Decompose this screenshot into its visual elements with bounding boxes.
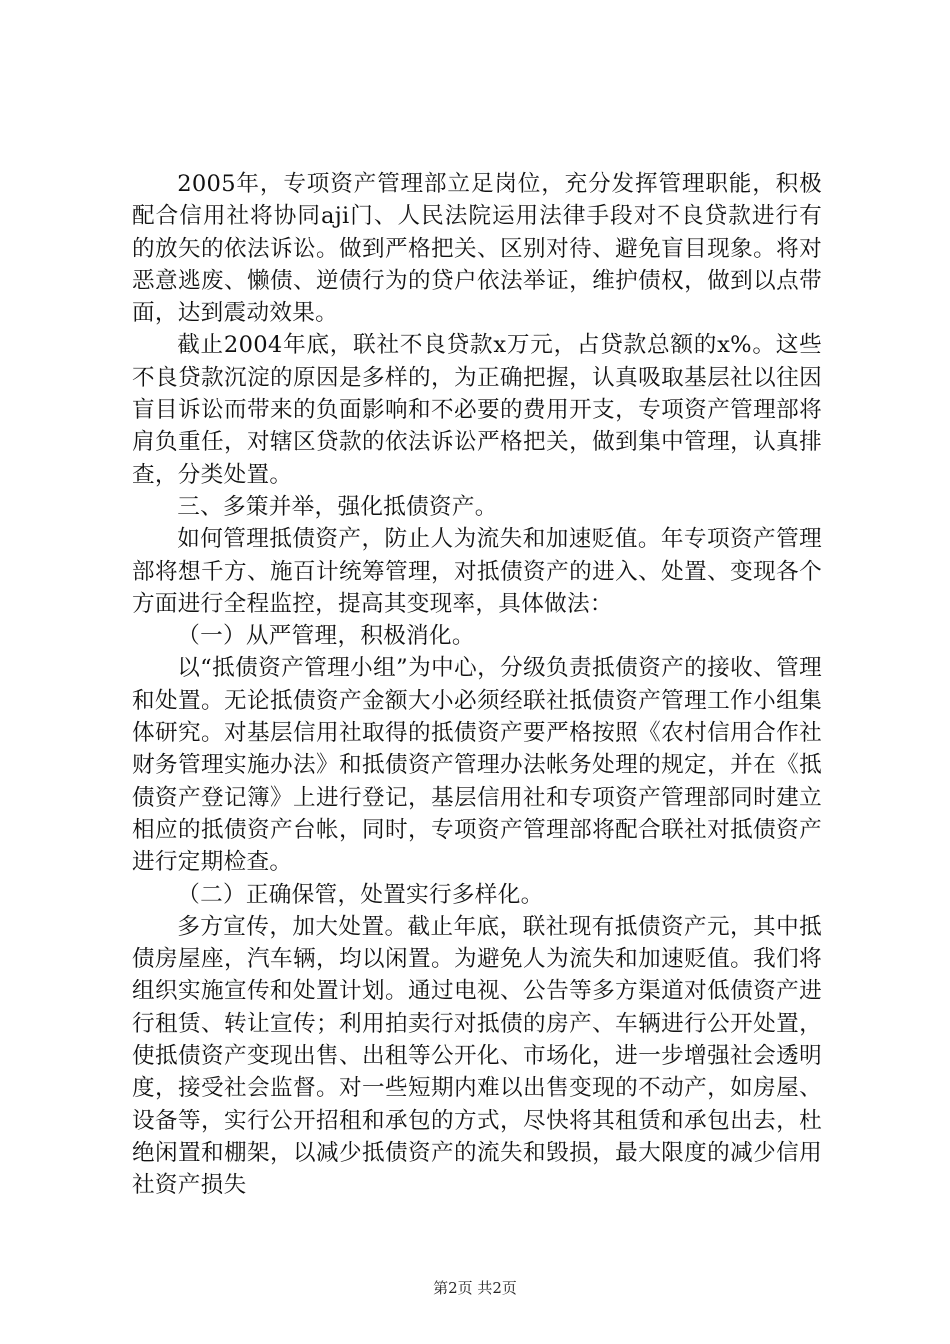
paragraph-disposal: 多方宣传，加大处置。截止年底，联社现有抵债资产元，其中抵债房屋座，汽车辆，均以闲置。为避免人为流失和加速贬值。我们将组织实施宣传和处置计划。通过电视、公告等多方渠道对低债资产进行租赁、转让宣传；利用拍卖行对抵债的房产、车辆进行公开处置，使抵债资产变现出售、出租等公开化、市场化，进一步增强社会透明度，接受社会监督。对一些短期内难以出售变现的不动产，如房屋、设备等，实行公开招租和承包的方式，尽快将其租赁和承包出去，杜绝闲置和棚架，以减少抵债资产的流失和毁损，最大限度的减少信用社资产损失: [132, 913, 822, 1199]
section-heading-three: 三、多策并举，强化抵债资产。: [177, 493, 498, 520]
paragraph-bad-loans: 截止2004年底，联社不良贷款x万元，占贷款总额的x%。这些不良贷款沉淀的原因是多样的，为正确把握，认真吸取基层社以往因盲目诉讼而带来的负面影响和不必要的费用开支，专项资产管理部将肩负重任，对辖区贷款的依法诉讼严格把关，做到集中管理，认真排查，分类处置。: [132, 332, 822, 488]
paragraph-litigation: 2005年，专项资产管理部立足岗位，充分发挥管理职能，积极配合信用社将协同aji门、人民法院运用法律手段对不良贷款进行有的放矢的依法诉讼。做到严格把关、区别对待、避免盲目现象。将对恶意逃废、懒债、逆债行为的贷户依法举证，维护债权，做到以点带面，达到震动效果。: [132, 171, 822, 327]
paragraph-management-group: 以“抵债资产管理小组”为中心，分级负责抵债资产的接收、管理和处置。无论抵债资产金额大小必须经联社抵债资产管理工作小组集体研究。对基层信用社取得的抵债资产要严格按照《农村信用合作社财务管理实施办法》和抵债资产管理办法帐务处理的规定，并在《抵债资产登记簿》上进行登记，基层信用社和专项资产管理部同时建立相应的抵债资产台帐，同时，专项资产管理部将配合联社对抵债资产进行定期检查。: [132, 655, 822, 876]
subheading-one: （一）从严管理，积极消化。: [177, 623, 475, 650]
page-footer: 第2页 共2页: [433, 1279, 517, 1297]
document-body: [132, 168, 822, 1202]
subheading-two: （二）正确保管，处置实行多样化。: [177, 881, 544, 908]
paragraph-asset-management: 如何管理抵债资产，防止人为流失和加速贬值。年专项资产管理部将想千方、施百计统筹管理，对抵债资产的进入、处置、变现各个方面进行全程监控，提高其变现率，具体做法：: [132, 526, 822, 617]
